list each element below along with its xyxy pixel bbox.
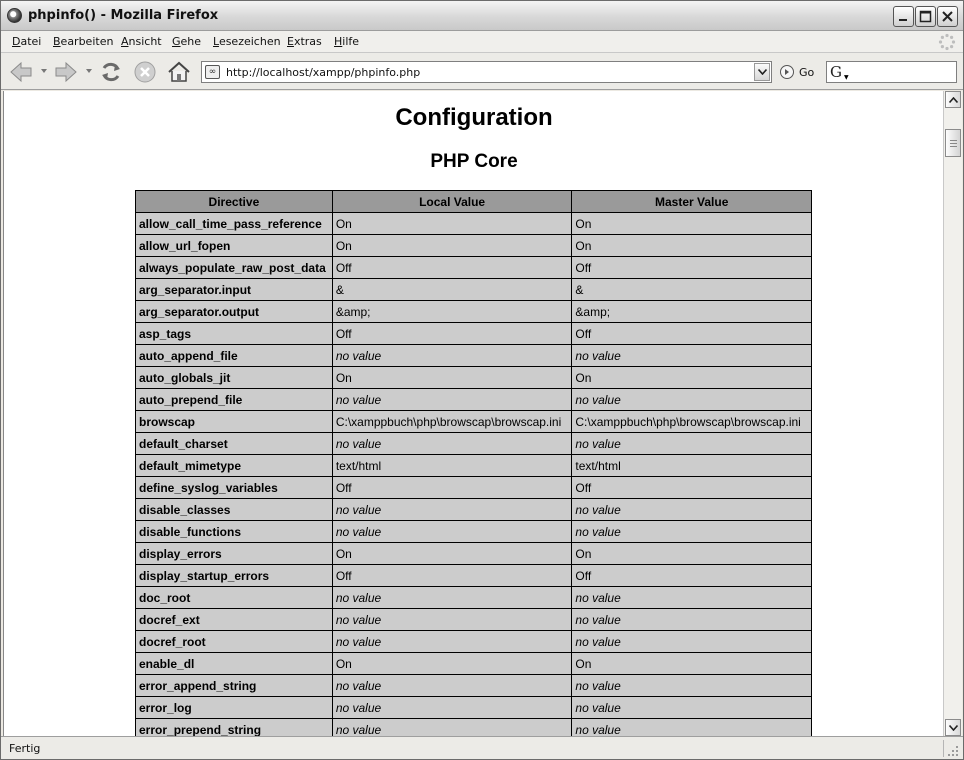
minimize-icon bbox=[897, 10, 910, 23]
table-row bbox=[136, 499, 812, 521]
chevron-down-icon bbox=[758, 69, 767, 75]
directive-cell: enable_dl bbox=[136, 653, 333, 675]
throbber-icon bbox=[938, 33, 956, 51]
table-row bbox=[136, 609, 812, 631]
go-button[interactable] bbox=[780, 65, 814, 79]
local-value-cell: On bbox=[332, 367, 572, 389]
page-favicon-icon: ∞ bbox=[205, 65, 220, 79]
menu-label: earbeiten bbox=[60, 35, 114, 48]
master-value-cell: On bbox=[572, 213, 812, 235]
table-row bbox=[136, 587, 812, 609]
directive-cell: arg_separator.output bbox=[136, 301, 333, 323]
url-bar[interactable] bbox=[201, 61, 772, 83]
local-value-cell: Off bbox=[332, 565, 572, 587]
directive-cell: asp_tags bbox=[136, 323, 333, 345]
maximize-icon bbox=[919, 10, 932, 23]
search-engine-icon[interactable]: G bbox=[830, 63, 842, 81]
menu-gehe[interactable] bbox=[172, 35, 201, 48]
master-value-cell: no value bbox=[572, 587, 812, 609]
directive-cell: define_syslog_variables bbox=[136, 477, 333, 499]
url-text[interactable]: http://localhost/xampp/phpinfo.php bbox=[226, 66, 421, 79]
master-value-cell: On bbox=[572, 543, 812, 565]
local-value-cell: Off bbox=[332, 257, 572, 279]
master-value-cell: & bbox=[572, 279, 812, 301]
table-body bbox=[136, 213, 812, 737]
local-value-cell: no value bbox=[332, 609, 572, 631]
table-row bbox=[136, 565, 812, 587]
menu-accel: H bbox=[334, 35, 343, 48]
table-row bbox=[136, 433, 812, 455]
master-value-cell: no value bbox=[572, 719, 812, 737]
back-history-dropdown-icon[interactable] bbox=[40, 67, 48, 75]
local-value-cell: On bbox=[332, 653, 572, 675]
search-input[interactable] bbox=[855, 64, 953, 80]
menu-accel: B bbox=[53, 35, 61, 48]
table-row bbox=[136, 653, 812, 675]
table-row bbox=[136, 301, 812, 323]
go-label: Go bbox=[799, 65, 815, 79]
directive-cell: error_append_string bbox=[136, 675, 333, 697]
master-value-cell: no value bbox=[572, 389, 812, 411]
directive-cell: disable_functions bbox=[136, 521, 333, 543]
forward-history-dropdown-icon[interactable] bbox=[85, 67, 93, 75]
stop-button[interactable] bbox=[131, 58, 159, 85]
directive-cell: error_prepend_string bbox=[136, 719, 333, 737]
master-value-cell: On bbox=[572, 653, 812, 675]
title-bar[interactable] bbox=[1, 1, 963, 31]
local-value-cell: Off bbox=[332, 477, 572, 499]
table-row bbox=[136, 257, 812, 279]
master-value-cell: no value bbox=[572, 609, 812, 631]
directive-cell: default_mimetype bbox=[136, 455, 333, 477]
local-value-cell: no value bbox=[332, 345, 572, 367]
directive-cell: docref_root bbox=[136, 631, 333, 653]
local-value-cell: no value bbox=[332, 433, 572, 455]
menu-accel: D bbox=[12, 35, 21, 48]
table-row bbox=[136, 697, 812, 719]
column-header-master-value: Master Value bbox=[572, 191, 812, 213]
directive-cell: arg_separator.input bbox=[136, 279, 333, 301]
url-history-dropdown[interactable] bbox=[754, 63, 770, 81]
local-value-cell: no value bbox=[332, 499, 572, 521]
scroll-down-button[interactable] bbox=[945, 719, 961, 736]
menu-accel: E bbox=[287, 35, 294, 48]
master-value-cell: C:\xamppbuch\php\browscap\browscap.ini bbox=[572, 411, 812, 433]
directive-cell: auto_prepend_file bbox=[136, 389, 333, 411]
menu-label: ilfe bbox=[342, 35, 360, 48]
master-value-cell: Off bbox=[572, 257, 812, 279]
close-button[interactable] bbox=[937, 6, 958, 27]
table-row bbox=[136, 543, 812, 565]
menu-label: xtras bbox=[293, 35, 322, 48]
master-value-cell: On bbox=[572, 235, 812, 257]
status-text: Fertig bbox=[9, 742, 41, 755]
directive-cell: allow_url_fopen bbox=[136, 235, 333, 257]
table-row bbox=[136, 213, 812, 235]
directive-cell: browscap bbox=[136, 411, 333, 433]
menu-bearbeiten[interactable] bbox=[53, 35, 113, 48]
table-row bbox=[136, 367, 812, 389]
directive-cell: display_errors bbox=[136, 543, 333, 565]
table-row bbox=[136, 389, 812, 411]
local-value-cell: no value bbox=[332, 675, 572, 697]
master-value-cell: no value bbox=[572, 345, 812, 367]
scroll-down-icon bbox=[949, 725, 958, 731]
page-content bbox=[3, 91, 943, 736]
directive-cell: auto_append_file bbox=[136, 345, 333, 367]
menu-lesezeichen[interactable] bbox=[213, 35, 281, 48]
scroll-thumb[interactable] bbox=[945, 129, 961, 157]
menu-accel: A bbox=[121, 35, 129, 48]
reload-button[interactable] bbox=[97, 58, 125, 85]
table-row bbox=[136, 719, 812, 737]
local-value-cell: On bbox=[332, 213, 572, 235]
master-value-cell: no value bbox=[572, 521, 812, 543]
vertical-scrollbar[interactable] bbox=[943, 91, 962, 736]
menu-label: ehe bbox=[180, 35, 202, 48]
scroll-grip-line bbox=[950, 146, 957, 147]
directive-cell: display_startup_errors bbox=[136, 565, 333, 587]
table-row bbox=[136, 521, 812, 543]
table-row bbox=[136, 455, 812, 477]
table-row bbox=[136, 235, 812, 257]
go-arrow-icon bbox=[780, 65, 794, 79]
master-value-cell: no value bbox=[572, 631, 812, 653]
maximize-button[interactable] bbox=[915, 6, 936, 27]
menu-datei[interactable] bbox=[12, 35, 41, 48]
firefox-app-icon bbox=[7, 8, 22, 23]
master-value-cell: Off bbox=[572, 565, 812, 587]
reload-icon bbox=[99, 60, 123, 84]
directive-cell: doc_root bbox=[136, 587, 333, 609]
table-row bbox=[136, 345, 812, 367]
local-value-cell: no value bbox=[332, 389, 572, 411]
menu-accel: G bbox=[172, 35, 181, 48]
directive-cell: auto_globals_jit bbox=[136, 367, 333, 389]
master-value-cell: no value bbox=[572, 499, 812, 521]
minimize-button[interactable] bbox=[893, 6, 914, 27]
back-arrow-icon bbox=[9, 60, 33, 84]
resize-grip-icon[interactable] bbox=[947, 745, 959, 757]
home-button[interactable] bbox=[165, 58, 193, 85]
master-value-cell: no value bbox=[572, 675, 812, 697]
search-engine-dropdown-icon[interactable]: ▼ bbox=[844, 74, 849, 81]
directive-cell: always_populate_raw_post_data bbox=[136, 257, 333, 279]
menu-extras[interactable] bbox=[287, 35, 322, 48]
search-box[interactable] bbox=[826, 61, 957, 83]
back-button[interactable] bbox=[7, 58, 35, 85]
column-header-local-value: Local Value bbox=[332, 191, 572, 213]
local-value-cell: no value bbox=[332, 719, 572, 737]
scroll-grip-line bbox=[950, 143, 957, 144]
directive-cell: default_charset bbox=[136, 433, 333, 455]
menu-label: atei bbox=[20, 35, 42, 48]
local-value-cell: On bbox=[332, 543, 572, 565]
master-value-cell: Off bbox=[572, 323, 812, 345]
master-value-cell: On bbox=[572, 367, 812, 389]
menu-label: esezeichen bbox=[218, 35, 281, 48]
directive-cell: docref_ext bbox=[136, 609, 333, 631]
local-value-cell: text/html bbox=[332, 455, 572, 477]
master-value-cell: no value bbox=[572, 697, 812, 719]
directive-cell: error_log bbox=[136, 697, 333, 719]
local-value-cell: &amp; bbox=[332, 301, 572, 323]
navigation-toolbar bbox=[1, 53, 963, 90]
forward-button[interactable] bbox=[52, 58, 80, 85]
local-value-cell: Off bbox=[332, 323, 572, 345]
php-core-table bbox=[135, 190, 812, 736]
master-value-cell: text/html bbox=[572, 455, 812, 477]
menu-label: nsicht bbox=[128, 35, 162, 48]
status-divider bbox=[943, 740, 944, 757]
master-value-cell: Off bbox=[572, 477, 812, 499]
master-value-cell: &amp; bbox=[572, 301, 812, 323]
table-row bbox=[136, 477, 812, 499]
scroll-up-button[interactable] bbox=[945, 91, 961, 108]
table-row bbox=[136, 631, 812, 653]
table-row bbox=[136, 411, 812, 433]
local-value-cell: no value bbox=[332, 631, 572, 653]
directive-cell: disable_classes bbox=[136, 499, 333, 521]
directive-cell: allow_call_time_pass_reference bbox=[136, 213, 333, 235]
stop-icon bbox=[133, 60, 157, 84]
local-value-cell: no value bbox=[332, 521, 572, 543]
close-icon bbox=[941, 10, 954, 23]
status-bar bbox=[1, 736, 963, 760]
table-row bbox=[136, 279, 812, 301]
menu-hilfe[interactable] bbox=[334, 35, 359, 48]
table-row bbox=[136, 675, 812, 697]
menu-bar bbox=[1, 31, 963, 53]
table-header-row bbox=[136, 191, 812, 213]
column-header-directive: Directive bbox=[136, 191, 333, 213]
local-value-cell: no value bbox=[332, 697, 572, 719]
local-value-cell: C:\xamppbuch\php\browscap\browscap.ini bbox=[332, 411, 572, 433]
menu-ansicht[interactable] bbox=[121, 35, 162, 48]
local-value-cell: On bbox=[332, 235, 572, 257]
master-value-cell: no value bbox=[572, 433, 812, 455]
forward-arrow-icon bbox=[54, 60, 78, 84]
home-icon bbox=[167, 60, 191, 84]
scroll-up-icon bbox=[949, 97, 958, 103]
menu-accel: L bbox=[213, 35, 219, 48]
page-heading: Configuration bbox=[395, 104, 553, 131]
local-value-cell: & bbox=[332, 279, 572, 301]
scroll-grip-line bbox=[950, 140, 957, 141]
local-value-cell: no value bbox=[332, 587, 572, 609]
table-row bbox=[136, 323, 812, 345]
section-heading: PHP Core bbox=[430, 151, 518, 172]
window-title: phpinfo() - Mozilla Firefox bbox=[28, 8, 219, 23]
